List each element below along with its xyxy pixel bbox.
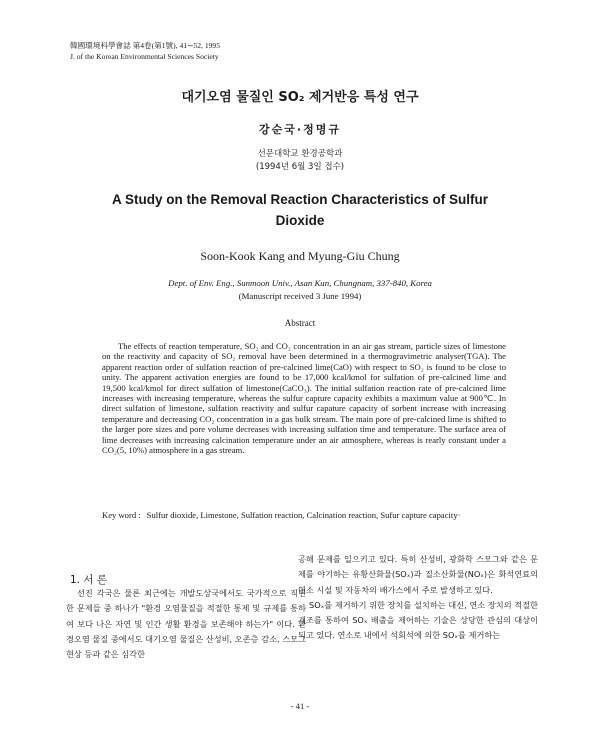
- body-column-left: [66, 586, 306, 662]
- korean-title: 대기오염 물질인 SO₂ 제거반응 특성 연구: [181, 90, 419, 105]
- journal-citation-korean: 韓國環境科學會誌 第4卷(第1號), 41∼52, 1995: [70, 41, 221, 50]
- journal-citation-english: J. of the Korean Environmental Sciences Society: [70, 52, 219, 61]
- abstract-heading: Abstract: [284, 318, 316, 328]
- english-authors: Soon-Kook Kang and Myung-Giu Chung: [200, 249, 400, 263]
- english-received-date: (Manuscript received 3 June 1994): [238, 291, 362, 301]
- section-title-introduction: 1. 서 론: [70, 574, 107, 586]
- english-title: A Study on the Removal Reaction Characteristics of Sulfur Dioxide: [111, 192, 489, 228]
- english-affiliation-block: [0, 277, 600, 303]
- body-paragraph: 선진 각국은 물론 최근에는 개발도상국에서도 국가적으로 직면한 문제들 중 하나가 "환경 오염물질을 적절한 통제 및 규제를 통하여 보다 나은 자연 및 인간 생활 환경을 보존해야 하는가" 이다. 환경오염 물질 중에서도 대기오염 물질은 산성비, 오존층 감소, 스모그 현상 등과 같은 심각한: [66, 588, 306, 660]
- korean-affiliation: 선문대학교 환경공학과: [257, 149, 343, 159]
- body-column-right: [298, 552, 538, 644]
- korean-received-date: (1994년 6월 3일 접수): [255, 162, 345, 172]
- english-affiliation: Dept. of Env. Eng., Sunmoon Univ., Asan Kun, Chungnam, 337-840, Korea: [168, 278, 432, 288]
- keywords: [102, 510, 506, 521]
- body-paragraph: SOₓ를 제거하기 위한 장치를 설치하는 대신, 연소 장치의 적절한 개조를 통하여 SOₓ 배출을 제어하는 기술은 상당한 관심의 대상이 되고 있다. 연소로 내에서 석회석에 의한 SOₓ를 제거하는: [298, 599, 538, 641]
- journal-header: [70, 40, 220, 62]
- korean-authors: 강순국·정명규: [259, 123, 341, 136]
- page-number: - 41 -: [290, 701, 310, 711]
- keywords-text: Sulfur dioxide, Limestone, Sulfation reaction, Calcination reaction, Sufur capture capacity·: [146, 510, 461, 520]
- korean-affiliation-block: [0, 148, 600, 174]
- abstract-body: [102, 341, 506, 455]
- body-paragraph: 공해 문제를 일으키고 있다. 특히 산성비, 광화학 스모그와 같은 문제를 야기하는 유황산화물(SOₓ)과 질소산화물(NOₓ)은 화석연료의 연소 시설 및 자동차의 배가스에서 주로 발생하고 있다.: [298, 554, 538, 595]
- abstract-text: The effects of reaction temperature, SO₂ and CO₂ concentration in an air gas stream, particle sizes of limestone on the reactivity and capacity of SO₂ removal have been determined in a thermogravimetric analyser(TGA). The apparent reaction order of sulfation reaction of pre-calcined lime(CaO) with respect to SO₂ is found to be close to unity. The apparent activation energies are found to be 17,000 kcal/kmol for sulfation of pre-calcined lime and 19,500 kcal/kmol for direct sulfation of limestone(CaCO₃). The initial sulfation reaction rate of pre-calcined lime increases with increasing temperature, whereas the sulfur capture capacity exhibits a maximum value at 900℃. In direct sulfation of limestone, sulfation reactivity and sulfur capature capacity of sorbent increase with increasing temperature and decreasing CO₂ concentration in a gas bulk stream. The main pore of pre-calcined lime is shifted to the larger pore sizes and pore volume decreases with increasing sulfation time and temperature. The surface area of lime decreases with increasing calcination temperature under an air atmosphere, whereas is rearly constant under a CO₂(5, 10%) atmosphere in a gas stream.: [102, 341, 506, 456]
- keywords-label: Key word :: [102, 510, 141, 520]
